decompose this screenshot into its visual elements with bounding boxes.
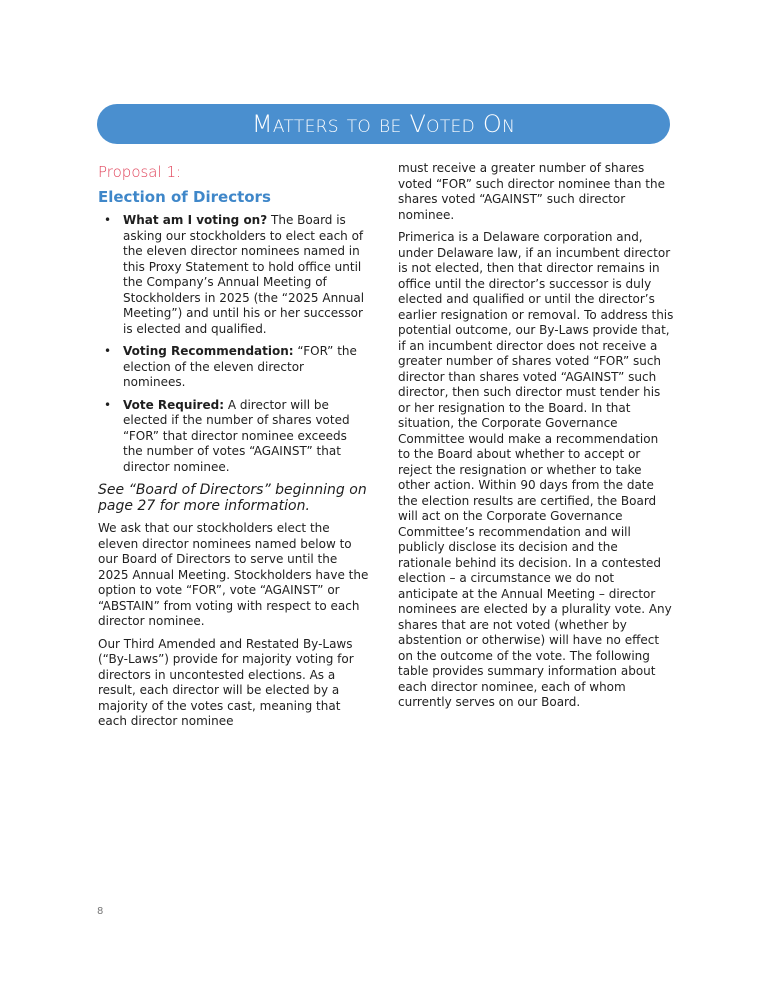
bullet-text: “FOR” the election of the eleven director nominees. (123, 344, 357, 389)
bullet-list (98, 213, 370, 475)
bullet-text: A director will be elected if the number of shares voted “FOR” that director nominee exceeds the number of votes “AGAINST” that director nominee. (123, 397, 350, 474)
section-banner (97, 104, 670, 144)
bullet-text: The Board is asking our stockholders to elect each of the eleven director nominees named in this Proxy Statement to hold office until the Company’s Annual Meeting of Stockholders in 2025 (the “2025 Annual Meeting”) and until his or her successor is elected and qualified. (123, 213, 365, 336)
bullet-item (98, 213, 370, 337)
body-paragraph: We ask that our stockholders elect the eleven director nominees named below to our Board of Directors to serve until the 2025 Annual Meeting. Stockholders have the option to vote “FOR”, vote “AGAINST” or “ABSTAIN” from voting with respect to each director nominee. (98, 521, 369, 628)
banner-title: Matters to be Voted On (251, 110, 516, 138)
bullet-lead: What am I voting on? (123, 213, 268, 227)
right-column (398, 161, 674, 718)
section-title: Election of Directors (98, 188, 271, 206)
body-paragraph: Our Third Amended and Restated By-Laws (“By-Laws”) provide for majority voting for directors in uncontested elections. As a result, each director will be elected by a majority of the votes cast, meaning that each director nominee (98, 636, 354, 728)
see-more-reference: See “Board of Directors” beginning on page 27 for more information. (98, 482, 367, 514)
body-paragraph: must receive a greater number of shares voted “FOR” such director nominee than the shares voted “AGAINST” such director nominee. (398, 161, 665, 222)
bullet-lead: Vote Required: (123, 397, 224, 412)
bullet-icon: • (104, 397, 112, 412)
bullet-icon: • (104, 344, 112, 358)
bullet-lead: Voting Recommendation: (123, 344, 294, 358)
page-number: 8 (97, 906, 104, 917)
bullet-icon: • (104, 213, 112, 227)
left-column (98, 163, 370, 737)
bullet-item (98, 398, 370, 476)
body-paragraph: Primerica is a Delaware corporation and, under Delaware law, if an incumbent director is not elected, then that director remains in office until the director’s successor is duly elected and qualified or until the director’s earlier resignation or removal. To address this potential outcome, our By-Laws provide that, if an incumbent director does not receive a greater number of shares voted “FOR” such director than shares voted “AGAINST” such director, then such director must tender his or her resignation to the Board. In that situation, the Corporate Governance Committee would make a recommendation to the Board about whether to accept or reject the resignation or whether to take other action. Within 90 days from the date the election results are certified, the Board will act on the Corporate Governance Committee’s recommendation and will publicly disclose its decision and the rationale behind its decision. In a contested election – a circumstance we do not anticipate at the Annual Meeting – director nominees are elected by a plurality vote. Any shares that are not voted (whether by abstention or otherwise) will have no effect on the outcome of the vote. The following table provides summary information about each director nominee, each of whom currently serves on our Board. (398, 230, 674, 709)
proposal-label: Proposal 1: (98, 163, 182, 181)
bullet-item (98, 344, 370, 391)
